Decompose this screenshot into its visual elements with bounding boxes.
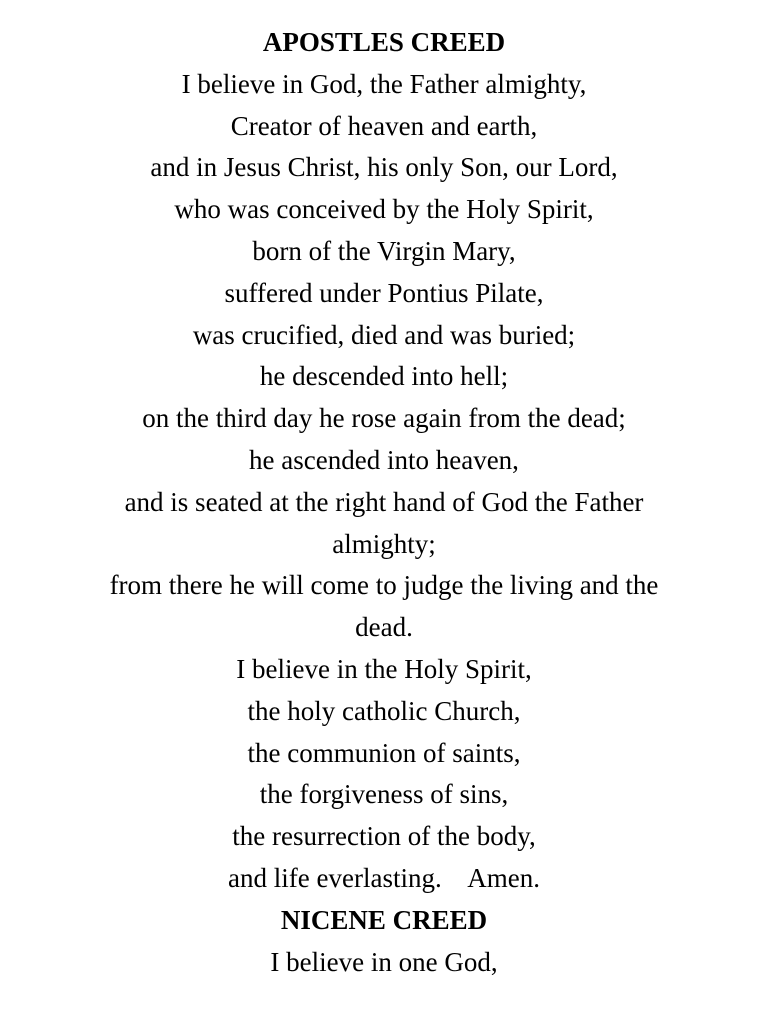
apostles-creed-line: on the third day he rose again from the dead; bbox=[142, 403, 626, 434]
apostles-creed-line: from there he will come to judge the living and the bbox=[109, 570, 659, 601]
apostles-creed-line: suffered under Pontius Pilate, bbox=[224, 277, 544, 308]
apostles-creed-line: dead. bbox=[355, 612, 413, 643]
document-body bbox=[0, 22, 768, 983]
apostles-creed-line: the resurrection of the body, bbox=[232, 821, 536, 852]
apostles-creed-line: Creator of heaven and earth, bbox=[230, 110, 538, 141]
nicene-creed-line: I believe in one God, bbox=[270, 946, 498, 977]
apostles-creed-line: the communion of saints, bbox=[247, 737, 521, 768]
apostles-creed-line: was crucified, died and was buried; bbox=[192, 319, 576, 350]
apostles-creed-line: almighty; bbox=[332, 528, 436, 559]
apostles-creed-line: the holy catholic Church, bbox=[247, 695, 521, 726]
nicene-creed-heading: NICENE CREED bbox=[280, 904, 488, 935]
apostles-creed-line: the forgiveness of sins, bbox=[259, 779, 509, 810]
apostles-creed-line: he descended into hell; bbox=[259, 361, 509, 392]
apostles-creed-line: born of the Virgin Mary, bbox=[252, 235, 516, 266]
apostles-creed-line: he ascended into heaven, bbox=[249, 444, 519, 475]
apostles-creed-line: and is seated at the right hand of God the Father bbox=[124, 486, 644, 517]
apostles-creed-line: and life everlasting. Amen. bbox=[228, 862, 540, 893]
apostles-creed-line: and in Jesus Christ, his only Son, our Lord, bbox=[150, 152, 618, 183]
apostles-creed-line: I believe in the Holy Spirit, bbox=[236, 653, 532, 684]
apostles-creed-line: who was conceived by the Holy Spirit, bbox=[174, 194, 594, 225]
apostles-creed-line: I believe in God, the Father almighty, bbox=[181, 68, 587, 99]
apostles-creed-heading: APOSTLES CREED bbox=[262, 27, 506, 57]
